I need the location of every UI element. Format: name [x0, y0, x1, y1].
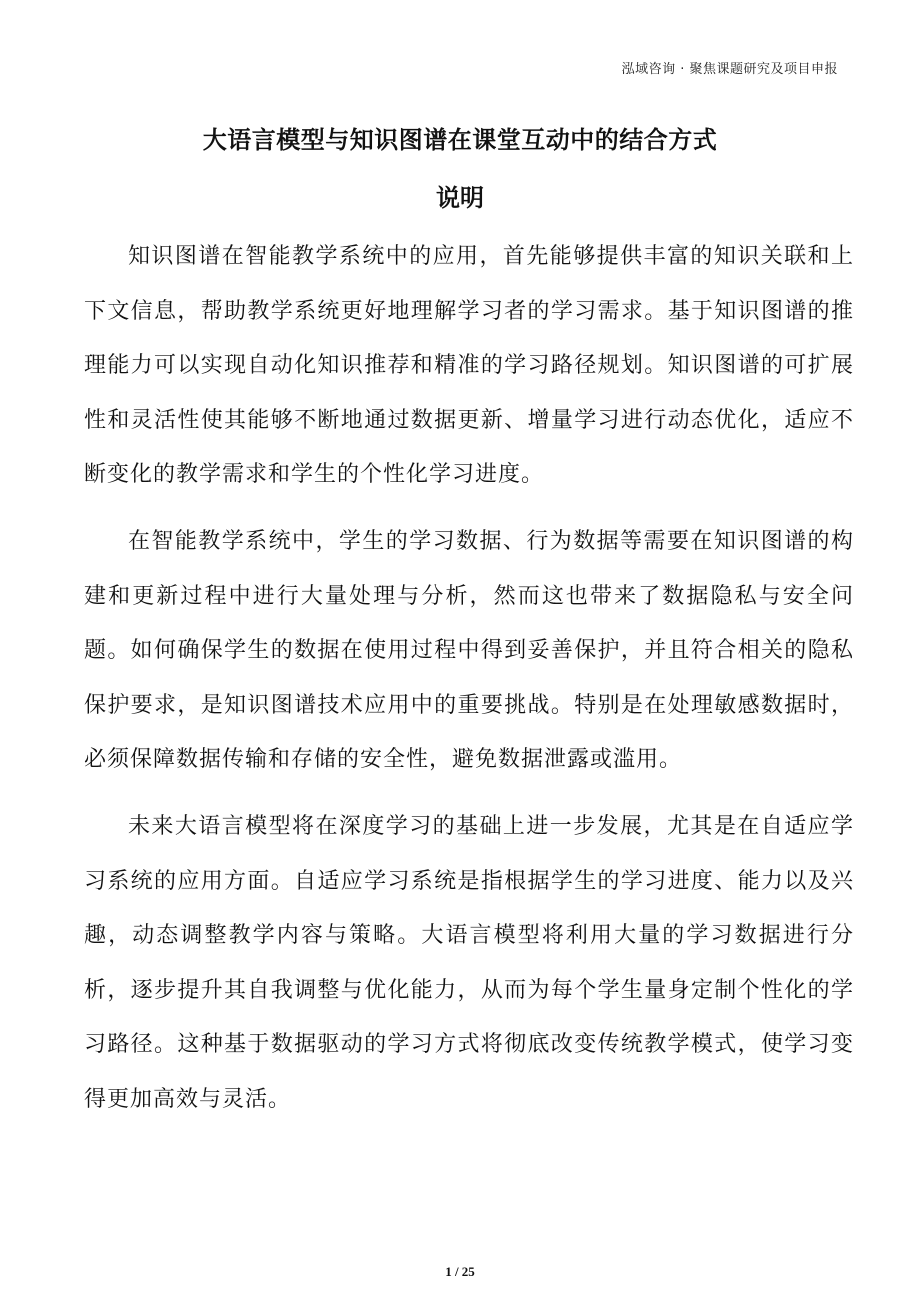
page-number: 1 / 25	[445, 1264, 475, 1279]
document-subtitle: 说明	[436, 184, 484, 212]
header-note: 泓域咨询 · 聚焦课题研究及项目申报	[621, 62, 838, 77]
document-body	[84, 230, 854, 1140]
paragraph-2: 在智能教学系统中，学生的学习数据、行为数据等需要在知识图谱的构建和更新过程中进行大量处理与分析，然而这也带来了数据隐私与安全问题。如何确保学生的数据在使用过程中得到妥善保护，并且符合相关的隐私保护要求，是知识图谱技术应用中的重要挑战。特别是在处理敏感数据时，必须保障数据传输和存储的安全性，避免数据泄露或滥用。	[84, 528, 854, 773]
paragraph-1: 知识图谱在智能教学系统中的应用，首先能够提供丰富的知识关联和上下文信息，帮助教学系统更好地理解学习者的学习需求。基于知识图谱的推理能力可以实现自动化知识推荐和精准的学习路径规划。知识图谱的可扩展性和灵活性使其能够不断地通过数据更新、增量学习进行动态优化，适应不断变化的教学需求和学生的个性化学习进度。	[84, 244, 854, 488]
paragraph-3: 未来大语言模型将在深度学习的基础上进一步发展，尤其是在自适应学习系统的应用方面。自适应学习系统是指根据学生的学习进度、能力以及兴趣，动态调整教学内容与策略。大语言模型将利用大量的学习数据进行分析，逐步提升其自我调整与优化能力，从而为每个学生量身定制个性化的学习路径。这种基于数据驱动的学习方式将彻底改变传统教学模式，使学习变得更加高效与灵活。	[84, 813, 854, 1112]
document-title: 大语言模型与知识图谱在课堂互动中的结合方式	[202, 126, 718, 154]
